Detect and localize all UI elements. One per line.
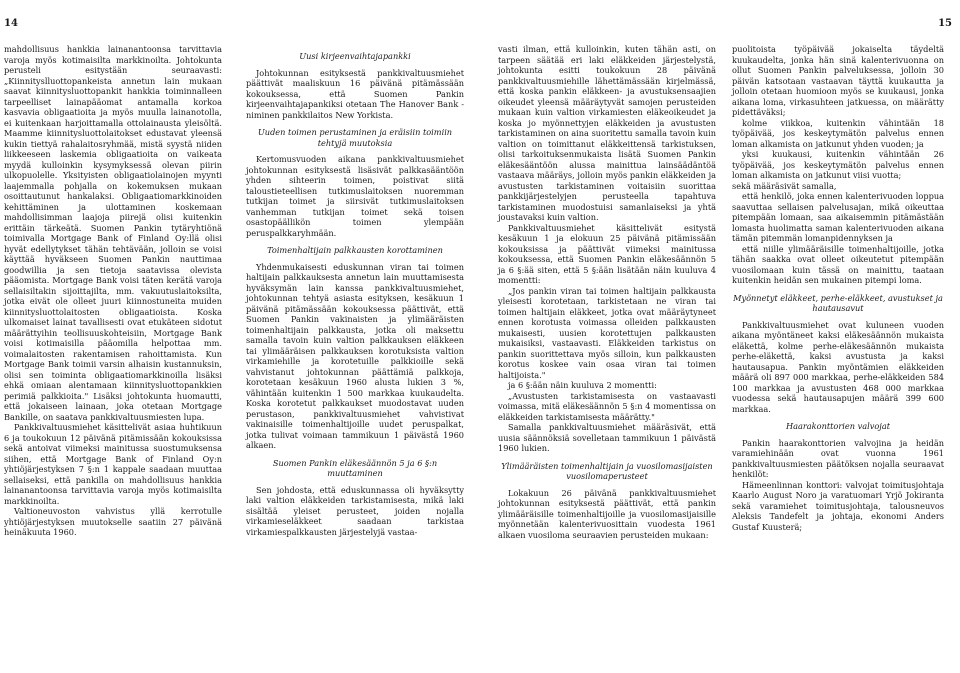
paragraph: Pankkivaltuusmiehet käsittelivät esitystä kesäkuun 1 ja elokuun 25 päivänä pitämissään kokouksissa ja päättivät viimeksi mainitussa kokouksessa, että Suomen Pankin eläkesäännön 5 ja 6 §:ää siten, että 5 §:ään lisätään näin kuuluva 4 momentti: [498,222,716,285]
paragraph: Lokakuun 26 päivänä pankkivaltuusmiehet johtokunnan esityksestä päättivät, että pankin ylimääräisille toimenhaltijoille ja vuosilomasijaisille myönnetään kalenterivuosittain vuodesta 1961 alkaen vuosiloma seuraavien perusteiden mukaan: [498,487,716,540]
right-column-1 [498,44,716,540]
right-page [480,0,960,673]
paragraph: Sen johdosta, että eduskunnassa oli hyväksytty laki valtion eläkkeiden tarkistamisesta, mikä laki sisältää yleiset perusteet, joiden nojalla virkamieseläkkeet saadaan tarkistaa virkamiespalkkausten järjestelyjä vastaa- [246,484,464,537]
paragraph: mahdollisuus hankkia lainanantoonsa tarvittavia varoja myös kotimaisilta markkinoilta. Johtokunta perusteli esitystään seuraavasti: „Kiinnityslluottopankeista annetun lain mukaan saavat kiinnitysluottopankit hankkia toiminnalleen tarpeelliset lainapääomat antamalla korkoa kasvavia obligaatioita ja myös muulla lainanotolla, ei kuitenkaan harjoittamalla ottolainausta yleisöltä. Maamme kiinnitysluottolaitokset edustavat yleensä kukin tiettyä rahalaitosryhmää, mistä syystä niiden liikkeeseen laskemia obligaatioita on vaikeata myydä kulloinkin kysymyksessä olevan piirin ulkopuolelle. Yksityisten obligaatiolainojen myynti laajemmalla pohjalla on kokemuksen mukaan osoittautunut hankalaksi. Obligaatiomarkkinoiden kehittäminen ja ulottaminen koskemaan mahdollisimman laajoja piirejä olisi kuitenkin erittäin tärkeätä. Suomen Pankin tytäryhtiönä toimivalla Mortgage Bank of Finland Oy:llä olisi hyvät edellytykset tähän tehtävään, jolloin se voisi käyttää hyväkseen Suomen Pankin nauttimaa goodwillia ja sen tietoja saatavissa olevista pääomista. Mortgage Bank voisi täten kerätä varoja sellaisiltakin sijoittajilta, mm. vakuutuslaitoksilta, jotka eivät ole olleet juuri kiinnostuneita muiden kiinnitysluottolaitosten obligaatioista. Koska ulkomaiset lainat tavallisesti ovat etukäteen sidotut määrättyihin teollisuuskohteisiin, Mortgage Bank voisi kotimaisilla pääomilla helpottaa mm. voimalaitosten rakentamisen rahoittamista. Kun Mortgage Bank toimii varsin alhaisin kustannuksin, olisi sen toiminta obligaatiomarkkinoilla lisäksi ehkä omiaan alentamaan kiinnitysluottopankkien perimiä palkkioita." Lisäksi johtokunta huomautti, että jokaiseen lainaan, joka otetaan Mortgage Bankille, on saatava pankkivaltuusmiesten lupa. [4,44,222,422]
paragraph: Kertomusvuoden aikana pankkivaltuusmiehet johtokunnan esityksestä lisäsivät palkkasääntöön yhden sihteerin toimen, poistivat siitä taloustieteellisen tutkimuslaitoksen nuoremman tutkijan toimet ja siirsivät tutkimuslaitoksen vanhemman tutkijan toimet sekä toisen osastopäällikön toimen ylempään peruspalkkaryhmään. [246,154,464,238]
paragraph: vasti ilman, että kulloinkin, kuten tähän asti, on tarpeen säätää eri laki eläkkeiden järjestelystä, johtokunta esitti toukokuun 28 päivänä pankkivaltuusmiehille lähettämässään kirjelmässä, että koska pankin eläkkeen- ja avustuksensaajien oikeudet yleensä määräytyvät samojen perusteiden mukaan kuin valtion virkamiesten eläkeoikeudet ja koska jo myönnettyjen eläkkeiden ja avustusten tarkistaminen on aina suoritettu samalla tavoin kuin valtion on toimittanut eläkkeittensä tarkistuksen, olisi tarkoituksenmukaista lisätä Suomen Pankin eläkesääntöön alussa mainittua lainsäädäntöä vastaava määräys, jolloin myös pankin eläkkeiden ja avustusten tarkistaminen voitaisiin suorittaa pankkijärjestelyjen perusteella tapahtuva tarkistaminen muodostuisi samanlaiseksi ja yhtä joustavaksi kuin valtion. [498,44,716,222]
paragraph: Hämeenlinnan konttori: valvojat toimitusjohtaja Kaarlo August Noro ja varatuomari Yrjö Jokiranta sekä varamiehet toimitusjohtaja, talousneuvos Aleksis Tandefelt ja johtaja, ekonomi Anders Gustaf Kuusterä; [732,479,944,532]
paragraph: että niille ylimääräisille toimenhaltijoille, jotka tähän saakka ovat olleet oikeutetut pitempään vuosilomaan kuin tässä on mainittu, taataan kuitenkin heidän sen mukainen pitempi loma. [732,243,944,285]
paragraph: Valtioneuvoston vahvistus yllä kerrotulle yhtiöjärjestyksen muutokselle saatiin 27 päivänä heinäkuuta 1960. [4,506,222,537]
paragraph: Pankkivaltuusmiehet käsittelivät asiaa huhtikuun 6 ja toukokuun 12 päivänä pitämissään kokouksissa sekä antoivat viimeksi mainitussa suostumuksensa siihen, että Mortgage Bank of Finland Oy:n yhtiöjärjestyksen 7 §:n 1 kappale saadaan muuttaa sellaiseksi, että pankilla on mahdollisuus hankkia lainanantoonsa tarvittavia varoja myös kotimaisilta markkinoilta. [4,422,222,506]
page-number: 15 [938,18,952,29]
paragraph: Yhdenmukaisesti eduskunnan viran tai toimen haltijain palkkauksesta annetun lain muuttamisesta hyväksymän lain kanssa pankkivaltuusmiehet, johtokunnan tehtyä asiasta esityksen, kesäkuun 1 päivänä pitämässään kokouksessa päättivät, että Suomen Pankin vakinaisten ja ylimääräisten toimenhaltijain palkkausta, jotka oli maksettu samalla tavoin kuin valtion palkkauksen eläkkeen tai ylimääräisen palkkauksen korotuksista valtion virkamiehille ja korotetuille palkkioille sekä vahvistanut johtokunnan päättämiä palkkoja, korotetaan kesäkuun 1960 alusta lukien 3 %, vähintään kuitenkin 1 500 markkaa kuukaudelta. Koska korotetut palkkaukset muodostavat uuden perustason, pankkivaltuusmiehet vahvistivat vakinaisille toimenhaltijoille uudet peruspalkat, jotka tulivat voimaan tammikuun 1 päivästä 1960 alkaen. [246,261,464,450]
paragraph: yksi kuukausi, kuitenkin vähintään 26 työpäivää, jos keskeytymätön palvelus ennen loman alkamista on jatkunut viisi vuotta; [732,149,944,180]
page-number: 14 [4,18,18,29]
left-column-1 [4,44,222,538]
paragraph: puolitoista työpäivää jokaiselta täydeltä kuukaudelta, jonka hän sinä kalenterivuonna on ollut Suomen Pankin palveluksessa, jolloin 30 päivän katsotaan vastaavan täyttä kuukautta ja jolloin otetaan huomioon myös se kuukausi, jonka aikana loma, virkasuhteen jatkuessa, on määrätty pidettäväksi; [732,44,944,117]
paragraph: Samalla pankkivaltuusmiehet määräsivät, että uusia säännöksiä sovelletaan tammikuun 1 päivästä 1960 lukien. [498,422,716,453]
section-heading: Haarakonttorien valvojat [785,421,890,431]
paragraph: että henkilö, joka ennen kalenterivuoden loppua saavuttaa sellaisen palvelusajan, mikä oikeuttaa pitempään lomaan, saa aikaisemmin pitämästään lomasta huolimatta saman kalenterivuoden aikana tämän pitemmän lomanpidennyksen ja [732,191,944,243]
paragraph: sekä määräsivät samalla, [732,180,837,191]
paragraph: Pankkivaltuusmiehet ovat kuluneen vuoden aikana myöntäneet kaksi eläkesäännön mukaista eläkettä, kolme perhe-eläkesäännön mukaista perhe-eläkettä, kaksi avustusta ja kaksi hautausapua. Pankin myöntämien eläkkeiden määrä oli 897 000 markkaa, perhe-eläkkeiden 584 100 markkaa ja avustusten 468 000 markkaa vuodessa sekä hautausapujen määrä 399 600 markkaa. [732,319,944,414]
section-heading: Suomen Pankin eläkesäännön 5 ja 6 §:n muuttaminen [272,457,438,478]
right-column-2 [732,44,944,532]
paragraph: ja 6 §:ään näin kuuluva 2 momentti: [508,380,657,390]
paragraph: Pankin haarakonttorien valvojina ja heidän varamiehinään ovat vuonna 1961 pankkivaltuusmiesten päätöksen nojalla seuraavat henkilöt: [732,437,944,479]
section-heading: Uusi kirjeenvaihtajapankki [299,51,411,61]
paragraph: kolme viikkoa, kuitenkin vähintään 18 työpäivää, jos keskeytymätön palvelus ennen loman alkamista on jatkunut yhden vuoden; ja [732,117,944,149]
section-heading: Ylimääräisten toimenhaltijain ja vuosilomasijaisten vuosilomaperusteet [501,460,713,481]
left-column-2 [246,44,464,537]
paragraph: „Jos pankin viran tai toimen haltijain palkkausta yleisesti korotetaan, tarkistetaan ne viran tai toimen haltijain eläkkeet, jotka ovat määräytyneet ennen korotusta voimassa olleiden palkkausten mukaisesti, uusien korotettujen palkkausten mukaisiksi, vastaavasti. Eläkkeiden tarkistus on pankin suorittettava myös silloin, kun palkkausten korotus koskee vain osaa viran tai toimen haltijoista." [498,285,716,380]
paragraph: Johtokunnan esityksestä pankkivaltuusmiehet päättivät maaliskuun 16 päivänä pitämässään kokouksessa, että Suomen Pankin kirjeenvaihtajapankiksi otetaan The Hanover Bank -niminen pankkilaitos New Yorkista. [246,67,464,120]
section-heading: Myönnetyt eläkkeet, perhe-eläkkeet, avustukset ja hautausavut [733,292,943,313]
section-heading: Toimenhaltijain palkkausten korottaminen [267,245,443,255]
section-heading: Uuden toimen perustaminen ja eräisiin toimiin tehtyjä muutoksia [257,127,453,148]
paragraph: „Avustusten tarkistamisesta on vastaavasti voimassa, mitä eläkesäännön 5 §:n 4 momentissa on eläkkeiden tarkistamisesta määrätty." [498,390,716,422]
